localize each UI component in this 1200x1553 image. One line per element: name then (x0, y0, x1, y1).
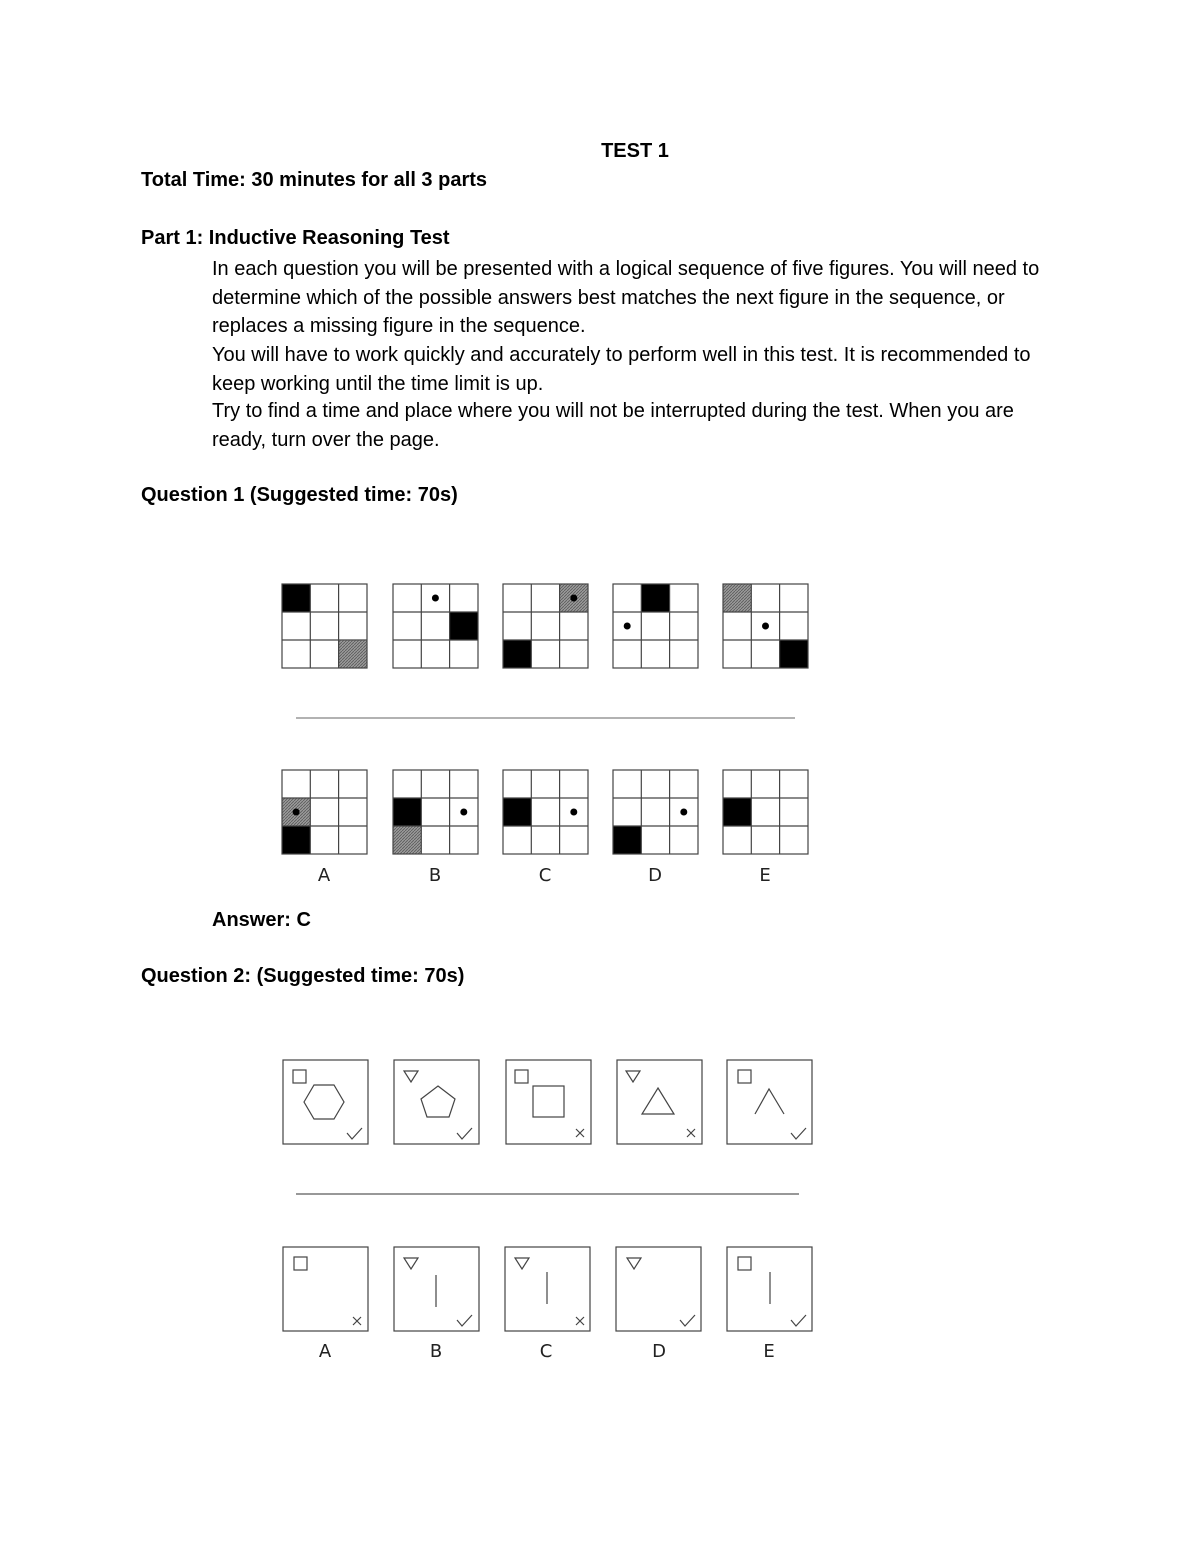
q1-sequence-figure-1 (282, 584, 367, 668)
q2-sequence-figure-3 (506, 1060, 591, 1144)
q2-option-label-c: C (539, 1341, 553, 1362)
q2-option-label-d: D (652, 1341, 666, 1362)
question1-answer: Answer: C (212, 909, 311, 931)
q1-option-label-d: D (648, 865, 662, 886)
q1-sequence-figure-2 (393, 584, 478, 668)
q2-option-b[interactable] (394, 1247, 479, 1331)
q1-sequence-figure-4 (613, 584, 698, 668)
q1-sequence-figure-5 (723, 584, 808, 668)
part1-heading: Part 1: Inductive Reasoning Test (141, 227, 450, 249)
q2-option-label-b: B (429, 1341, 443, 1362)
q2-option-c[interactable] (505, 1247, 590, 1331)
total-time: Total Time: 30 minutes for all 3 parts (141, 169, 488, 191)
q1-option-label-e: E (759, 865, 771, 886)
q2-option-label-a: A (318, 1341, 332, 1362)
q2-option-label-e: E (763, 1341, 775, 1362)
q2-sequence-figure-2 (394, 1060, 479, 1144)
q1-option-b[interactable] (393, 770, 478, 854)
instructions-paragraph-1: In each question you will be presented with a logical sequence of five figures. You will need to determine which of the possible answers best matches the next figure in the sequence, or replaces a missing figure in the sequence. (212, 258, 1040, 337)
q2-option-e[interactable] (727, 1247, 812, 1331)
q1-option-d[interactable] (613, 770, 698, 854)
q1-option-e[interactable] (723, 770, 808, 854)
q2-sequence-figure-5 (727, 1060, 812, 1144)
instructions-paragraph-3: Try to find a time and place where you will not be interrupted during the test. When you are ready, turn over the page. (212, 400, 1014, 451)
q2-sequence-figure-1 (283, 1060, 368, 1144)
q1-option-a[interactable] (282, 770, 367, 854)
q2-option-a[interactable] (283, 1247, 368, 1331)
q1-option-label-c: C (538, 865, 552, 886)
q1-sequence (282, 584, 808, 668)
q1-option-label-a: A (317, 865, 331, 886)
q2-option-d[interactable] (616, 1247, 701, 1331)
question2-heading: Question 2: (Suggested time: 70s) (141, 965, 465, 987)
question1-heading: Question 1 (Suggested time: 70s) (141, 484, 458, 506)
q2-sequence-figure-4 (617, 1060, 702, 1144)
q1-option-c[interactable] (503, 770, 588, 854)
q1-sequence-figure-3 (503, 584, 588, 668)
q1-option-label-b: B (428, 865, 442, 886)
page-title: TEST 1 (601, 140, 669, 162)
instructions-paragraph-2: You will have to work quickly and accurately to perform well in this test. It is recommended to keep working until the time limit is up. (212, 344, 1031, 395)
